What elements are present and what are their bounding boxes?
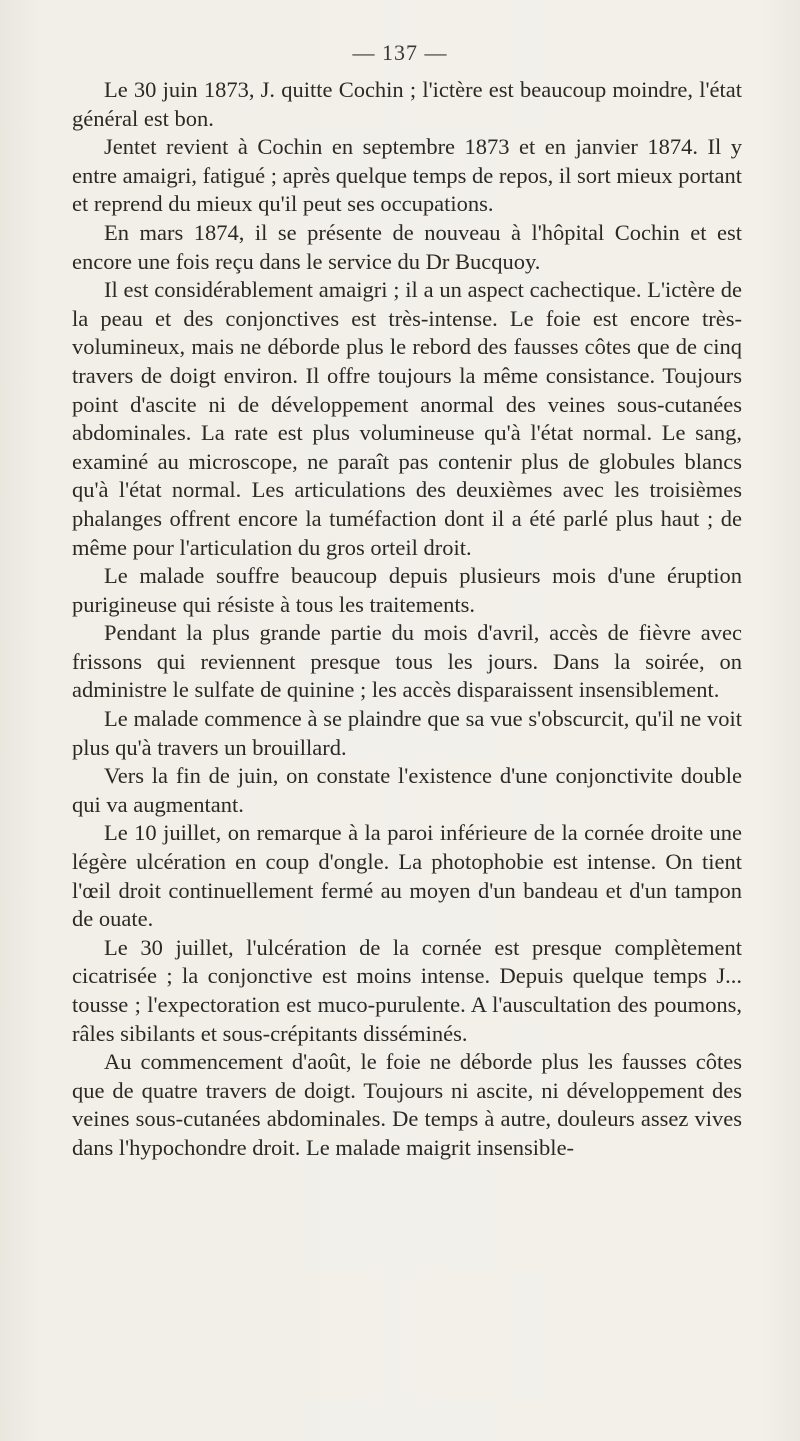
paragraph-3: En mars 1874, il se présente de nouveau à l'hôpital Cochin et est encore une fois reçu dans le service du Dr Bucquoy. — [72, 219, 742, 274]
page-body — [72, 76, 742, 1163]
paragraph-11: Au commencement d'août, le foie ne déborde plus les fausses côtes que de quatre travers de doigt. Toujours ni ascite, ni développement des veines sous-cutanées abdominales. De temps à autre, douleurs assez vives dans l'hypochondre droit. Le malade maigrit insensible- — [72, 1049, 742, 1160]
paragraph-8: Vers la fin de juin, on constate l'existence d'une conjonctivite double qui va augmentant. — [72, 763, 742, 817]
page-number: — 137 — — [352, 40, 448, 65]
paragraph-2: Jentet revient à Cochin en septembre 1873 et en janvier 1874. Il y entre amaigri, fatigué ; après quelque temps de repos, il sort mieux portant et reprend du mieux qu'il peut ses occupations. — [72, 134, 742, 217]
paragraph-7: Le malade commence à se plaindre que sa vue s'obscurcit, qu'il ne voit plus qu'à travers un brouillard. — [72, 706, 742, 760]
paragraph-5: Le malade souffre beaucoup depuis plusieurs mois d'une éruption purigineuse qui résiste à tous les traitements. — [72, 563, 742, 617]
paragraph-4: Il est considérablement amaigri ; il a un aspect cachectique. L'ictère de la peau et des conjonctives est très-intense. Le foie est encore très-volumineux, mais ne déborde plus le rebord des fausses côtes que de cinq travers de doigt environ. Il offre toujours la même consistance. Toujours point d'ascite ni de développement anormal des veines sous-cutanées abdominales. La rate est plus volumineuse qu'à l'état normal. Le sang, examiné au microscope, ne paraît pas contenir plus de globules blancs qu'à l'état normal. Les articulations des deuxièmes avec les troisièmes phalanges offrent encore la tuméfaction dont il a été parlé plus haut ; de même pour l'articulation du gros orteil droit. — [72, 277, 742, 560]
paragraph-6: Pendant la plus grande partie du mois d'avril, accès de fièvre avec frissons qui reviennent presque tous les jours. Dans la soirée, on administre le sulfate de quinine ; les accès disparaissent insensiblement. — [72, 620, 742, 703]
paragraph-1: Le 30 juin 1873, J. quitte Cochin ; l'ictère est beaucoup moindre, l'état général est bon. — [72, 77, 742, 131]
paragraph-9: Le 10 juillet, on remarque à la paroi inférieure de la cornée droite une légère ulcération en coup d'ongle. La photophobie est intense. On tient l'œil droit continuellement fermé au moyen d'un bandeau et d'un tampon de ouate. — [72, 820, 742, 932]
paragraph-10: Le 30 juillet, l'ulcération de la cornée est presque complètement cicatrisée ; la conjonctive est moins intense. Depuis quelque temps J... tousse ; l'expectoration est muco-purulente. A l'auscultation des poumons, râles sibilants et sous-crépitants disséminés. — [72, 934, 742, 1046]
